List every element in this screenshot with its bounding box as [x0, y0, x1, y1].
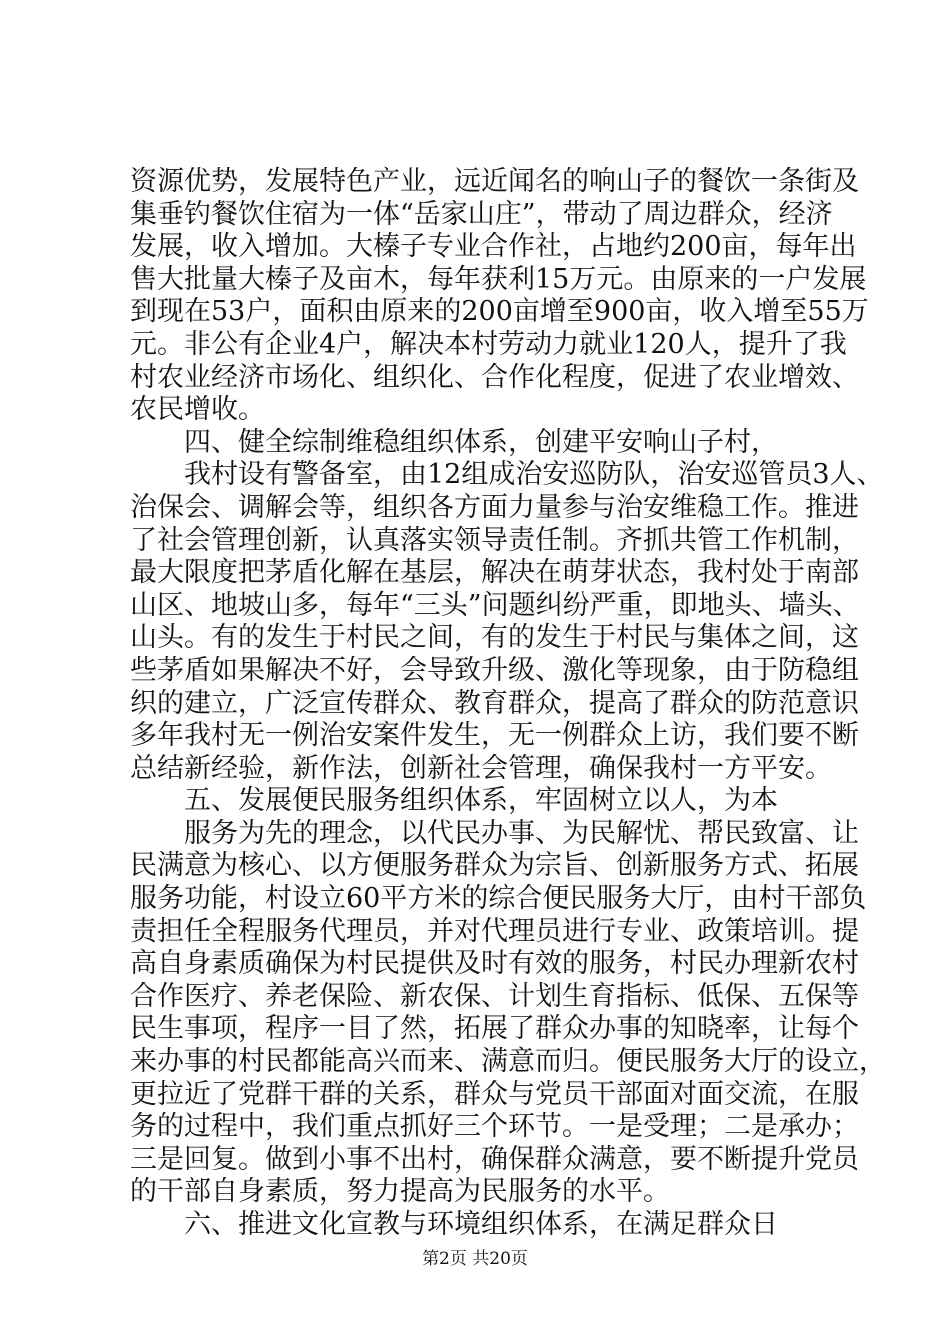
text-line: 总结新经验，新作法，创新社会管理，确保我村一方平安。	[130, 752, 832, 784]
text-line: 来办事的村民都能高兴而来、满意而归。便民服务大厅的设立，	[130, 1046, 886, 1078]
page-number-footer: 第2页 共20页	[422, 1249, 528, 1269]
text-line: 服务功能，村设立60平方米的综合便民服务大厅，由村干部负	[130, 883, 867, 915]
text-line: 责担任全程服务代理员，并对代理员进行专业、政策培训。提	[130, 915, 859, 947]
text-line: 更拉近了党群干群的关系，群众与党员干部面对面交流，在服	[130, 1078, 859, 1110]
text-line: 三是回复。做到小事不出村，确保群众满意，要不断提升党员	[130, 1143, 859, 1175]
text-line: 山区、地坡山多，每年“三头”问题纠纷严重，即地头、墙头、	[130, 589, 860, 621]
text-line: 资源优势，发展特色产业，远近闻名的响山子的餐饮一条街及	[130, 166, 859, 197]
text-line: 最大限度把茅盾化解在基层，解决在萌芽状态，我村处于南部	[130, 557, 859, 589]
text-line: 合作医疗、养老保险、新农保、计划生育指标、低保、五保等	[130, 980, 859, 1012]
section-heading: 五、发展便民服务组织体系，牢固树立以人，为本	[184, 785, 778, 817]
text-line: 村农业经济市场化、组织化、合作化程度，促进了农业增效、	[130, 361, 859, 393]
text-line: 集垂钓餐饮住宿为一体“岳家山庄”，带动了周边群众，经济	[130, 198, 833, 230]
text-line: 民满意为核心、以方便服务群众为宗旨、创新服务方式、拓展	[130, 850, 859, 882]
text-line: 到现在53户，面积由原来的200亩增至900亩，收入增至55万	[130, 296, 869, 328]
text-line: 元。非公有企业4户，解决本村劳动力就业120人，提升了我	[130, 328, 847, 360]
text-line: 售大批量大榛子及亩木，每年获利15万元。由原来的一户发展	[130, 263, 867, 295]
text-line: 务的过程中，我们重点抓好三个环节。一是受理；二是承办；	[130, 1111, 859, 1143]
text-line: 发展，收入增加。大榛子专业合作社，占地约200亩，每年出	[130, 231, 857, 263]
text-line: 的干部自身素质，努力提高为民服务的水平。	[130, 1176, 670, 1208]
text-line: 多年我村无一例治安案件发生，无一例群众上访，我们要不断	[130, 720, 859, 752]
text-line: 高自身素质确保为村民提供及时有效的服务，村民办理新农村	[130, 948, 859, 980]
text-line: 些茅盾如果解决不好，会导致升级、激化等现象，由于防稳组	[130, 654, 859, 686]
text-line: 农民增收。	[130, 394, 265, 426]
text-line: 山头。有的发生于村民之间，有的发生于村民与集体之间，这	[130, 622, 859, 654]
text-line: 服务为先的理念，以代民办事、为民解忧、帮民致富、让	[184, 817, 859, 849]
section-heading: 六、推进文化宣教与环境组织体系，在满足群众日	[184, 1209, 778, 1240]
text-line: 织的建立，广泛宣传群众、教育群众，提高了群众的防范意识	[130, 687, 859, 719]
section-heading: 四、健全综制维稳组织体系，创建平安响山子村，	[184, 426, 778, 458]
text-line: 治保会、调解会等，组织各方面力量参与治安维稳工作。推进	[130, 491, 859, 523]
text-line: 民生事项，程序一目了然，拓展了群众办事的知晓率，让每个	[130, 1013, 859, 1045]
document-body	[130, 166, 886, 1242]
text-line: 我村设有警备室，由12组成治安巡防队，治安巡管员3人、	[184, 459, 884, 491]
text-line: 了社会管理创新，认真落实领导责任制。齐抓共管工作机制，	[130, 524, 859, 556]
